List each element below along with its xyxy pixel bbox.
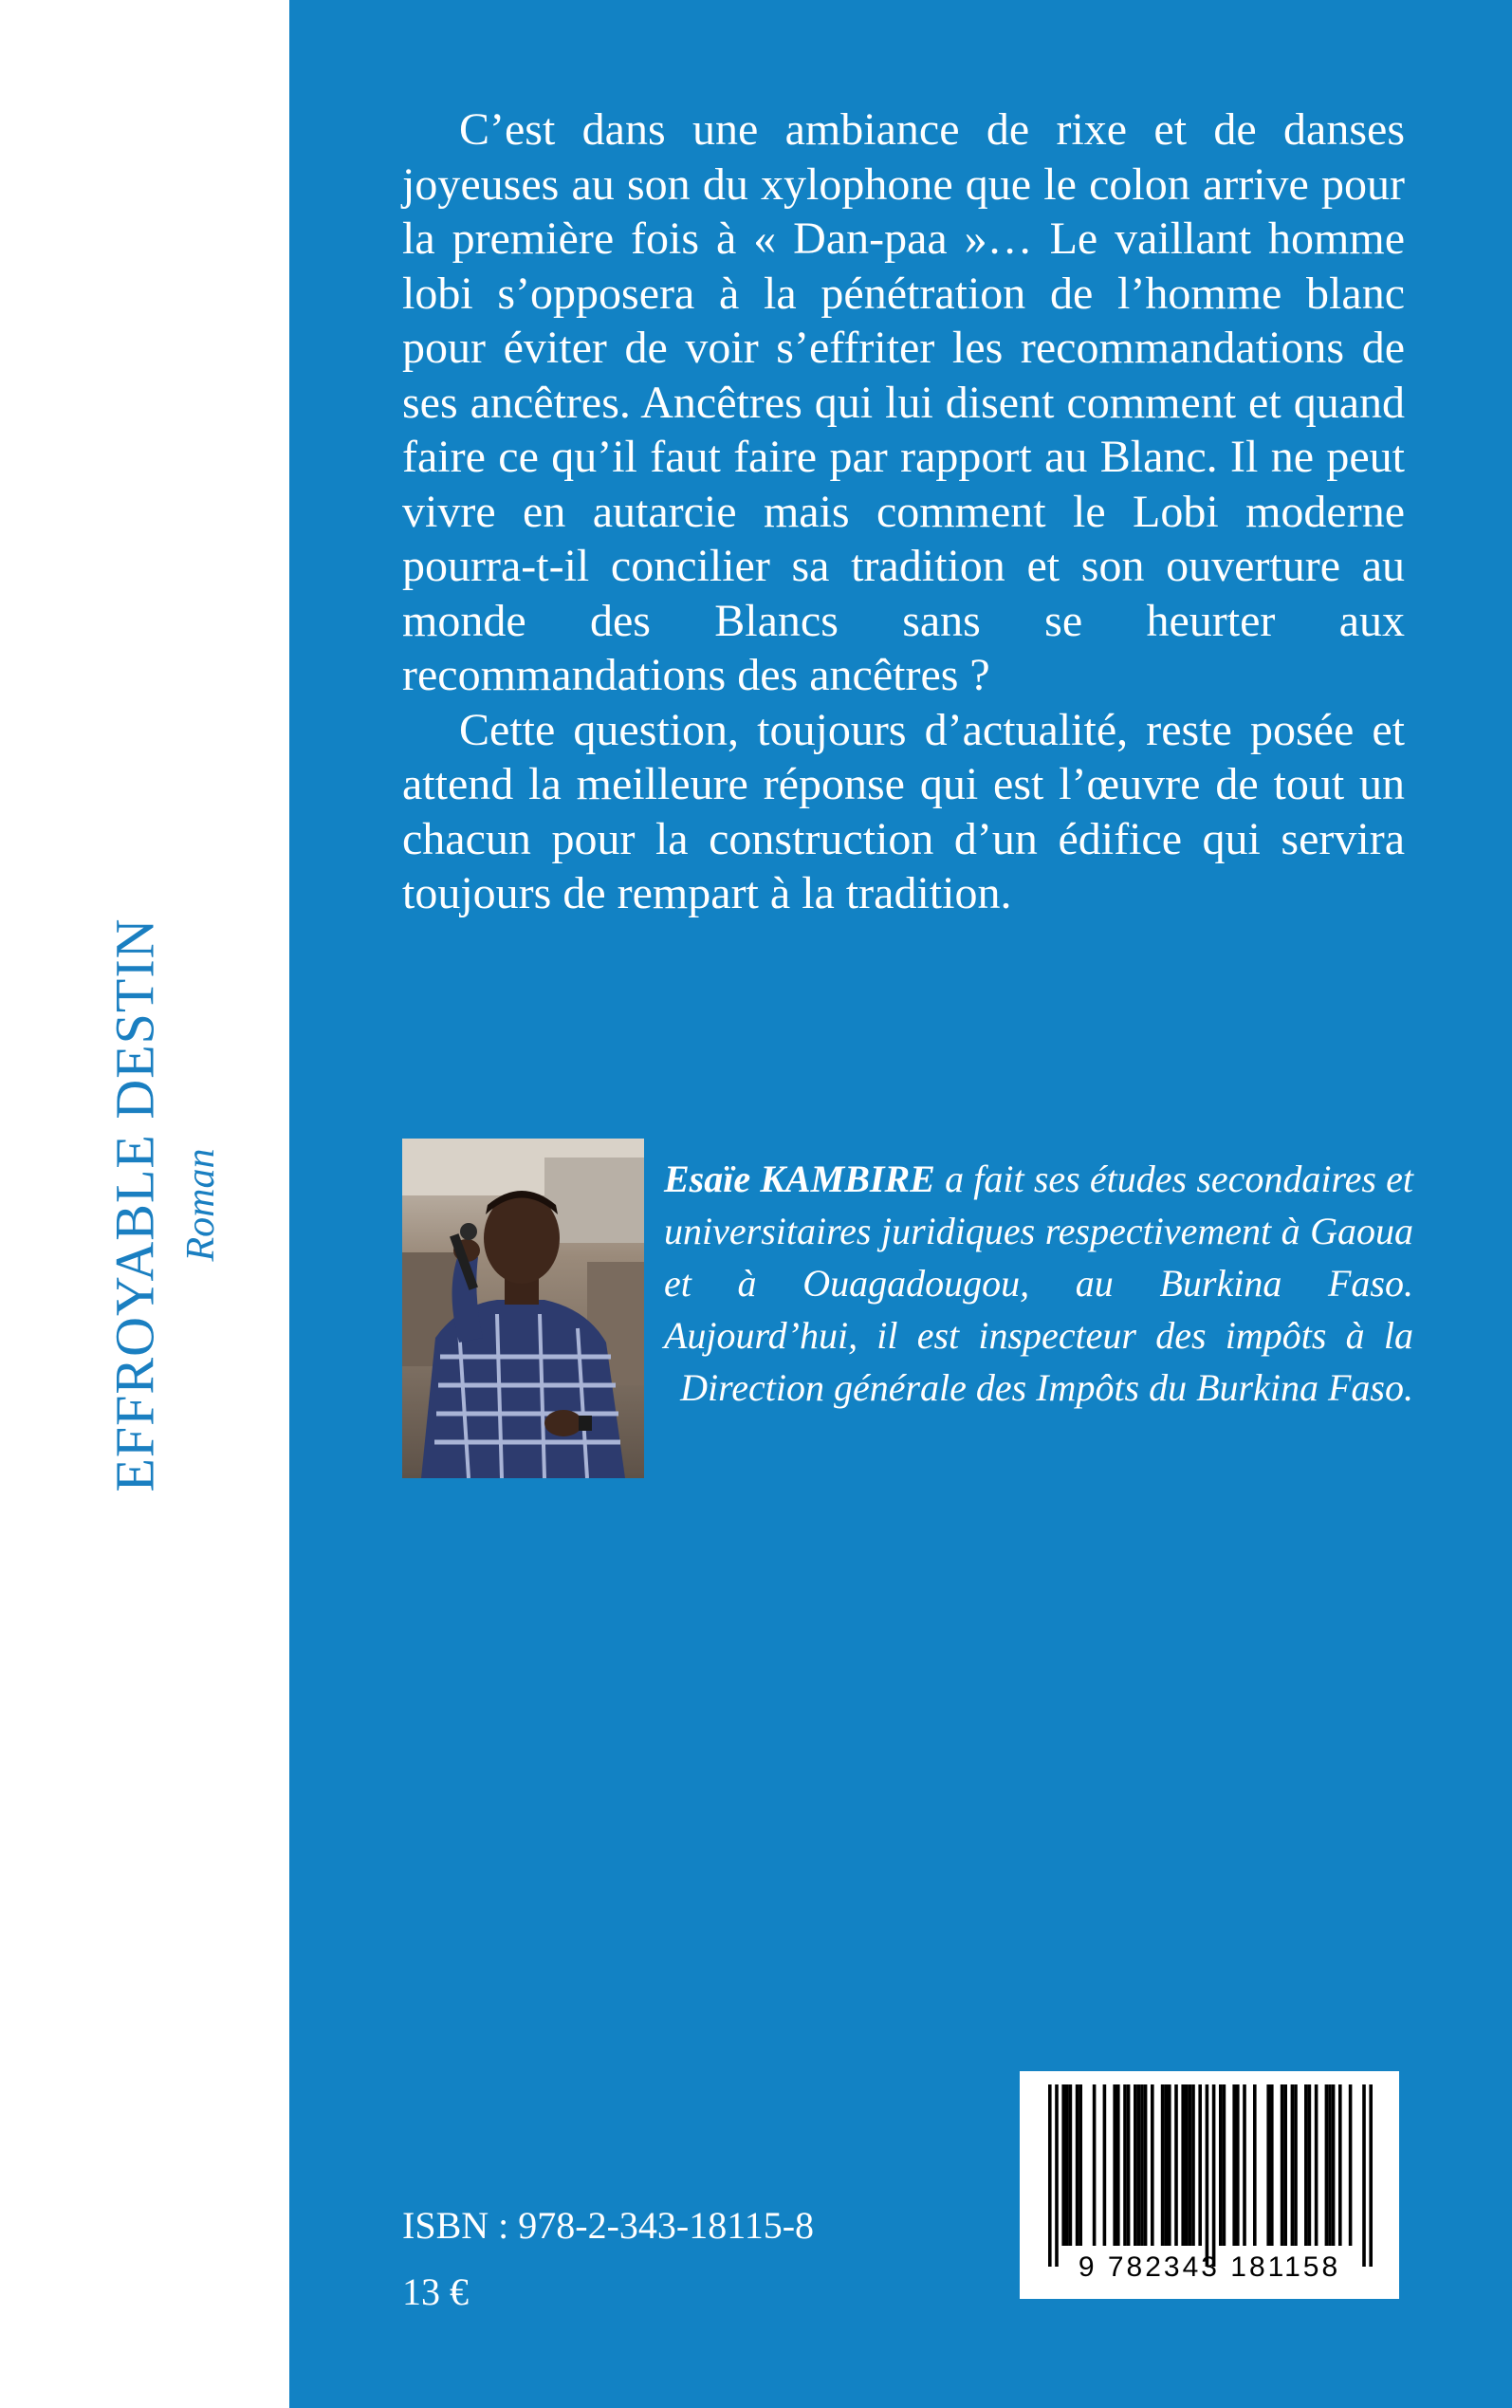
barcode-bar bbox=[1219, 2084, 1223, 2246]
barcode-bar bbox=[1113, 2084, 1116, 2246]
barcode bbox=[1020, 2071, 1399, 2299]
barcode-bar bbox=[1134, 2084, 1137, 2246]
barcode-bar bbox=[1294, 2084, 1298, 2246]
barcode-bar bbox=[1061, 2084, 1065, 2246]
author-bio-text: a fait ses études secondaires et universitaires juridiques respectivement à Gaoua et à Ouagadougou, au Burkina Faso. Aujourd’hui, il est inspecteur des impôts à la Direction générale des Impôts du Burkina Faso. bbox=[664, 1158, 1413, 1409]
price: 13 € bbox=[402, 2270, 469, 2313]
barcode-bar bbox=[1328, 2084, 1332, 2246]
isbn: ISBN : 978-2-343-18115-8 bbox=[402, 2204, 815, 2247]
barcode-bar bbox=[1243, 2084, 1246, 2246]
barcode-bar bbox=[1315, 2084, 1318, 2246]
author-photo bbox=[402, 1139, 644, 1478]
barcode-bar bbox=[1283, 2084, 1287, 2246]
barcode-bar bbox=[1151, 2084, 1154, 2246]
barcode-bar bbox=[1223, 2084, 1226, 2246]
barcode-bar bbox=[1079, 2084, 1082, 2246]
barcode-bar bbox=[1185, 2084, 1189, 2246]
barcode-bar bbox=[1198, 2084, 1202, 2246]
barcode-bar bbox=[1270, 2084, 1274, 2246]
barcode-bar bbox=[1048, 2084, 1052, 2267]
barcode-bar bbox=[1076, 2084, 1079, 2246]
barcode-bar bbox=[1191, 2084, 1195, 2246]
author-bio bbox=[664, 1153, 1413, 1414]
barcode-bar bbox=[1308, 2084, 1312, 2246]
barcode-bar bbox=[1168, 2084, 1171, 2246]
barcode-bar bbox=[1189, 2084, 1192, 2246]
barcode-bar bbox=[1055, 2084, 1059, 2267]
barcode-bar bbox=[1304, 2084, 1308, 2246]
barcode-bar bbox=[1332, 2084, 1336, 2246]
barcode-bar bbox=[1144, 2084, 1148, 2246]
barcode-bar bbox=[1369, 2084, 1373, 2267]
barcode-bar bbox=[1281, 2084, 1284, 2246]
spine-title: EFFROYABLE DESTIN bbox=[103, 917, 166, 1492]
barcode-bar bbox=[1127, 2084, 1131, 2246]
barcode-bar bbox=[1232, 2084, 1236, 2246]
blurb-paragraph-1: C’est dans une ambiance de rixe et de danses joyeuses au son du xylophone que le colon arrive pour la première fois à « Dan-paa »… Le vaillant homme lobi s’opposera à la pénétration de l’homme blanc pour éviter de voir s’effriter les recommandations de ses ancêtres. Ancêtres qui lui disent comment et quand faire ce qu’il faut faire par rapport au Blanc. Il ne peut vivre en autarcie mais comment le Lobi moderne pourra-t-il concilier sa tradition et son ouverture au monde des Blancs sans se heurter aux recommandations des ancêtres ? bbox=[402, 104, 1405, 700]
spine-panel bbox=[0, 0, 289, 2408]
barcode-bar bbox=[1325, 2084, 1329, 2246]
barcode-bar bbox=[1206, 2084, 1209, 2267]
barcode-bar bbox=[1338, 2084, 1342, 2246]
barcode-bar bbox=[1253, 2084, 1257, 2246]
barcode-bar bbox=[1123, 2084, 1127, 2246]
barcode-bar bbox=[1266, 2084, 1270, 2246]
barcode-bar bbox=[1164, 2084, 1168, 2246]
barcode-bar bbox=[1161, 2084, 1165, 2246]
barcode-bar bbox=[1212, 2084, 1216, 2267]
barcode-bar bbox=[1103, 2084, 1107, 2246]
barcode-bar bbox=[1069, 2084, 1073, 2246]
spine-genre: Roman bbox=[179, 1148, 223, 1262]
author-name: Esaïe KAMBIRE bbox=[664, 1158, 935, 1200]
barcode-bar bbox=[1236, 2084, 1240, 2246]
barcode-bar bbox=[1362, 2084, 1366, 2267]
barcode-bar bbox=[1116, 2084, 1120, 2246]
barcode-bar bbox=[1174, 2084, 1178, 2246]
barcode-bar bbox=[1065, 2084, 1069, 2246]
barcode-number: 9 782343 181158 bbox=[1078, 2251, 1341, 2283]
blurb-paragraph-2: Cette question, toujours d’actualité, reste posée et attend la meilleure réponse qui est l’œuvre de tout un chacun pour la construction d’un édifice qui servira toujours de rempart à la tradition. bbox=[402, 704, 1405, 918]
barcode-bar bbox=[1137, 2084, 1141, 2246]
barcode-bar bbox=[1349, 2084, 1353, 2246]
back-cover-blurb bbox=[402, 102, 1405, 921]
author-photo-illustration bbox=[402, 1139, 644, 1478]
barcode-bar bbox=[1093, 2084, 1097, 2246]
barcode-bar bbox=[1140, 2084, 1144, 2246]
barcode-bar bbox=[1181, 2084, 1185, 2246]
barcode-bar bbox=[1291, 2084, 1295, 2246]
